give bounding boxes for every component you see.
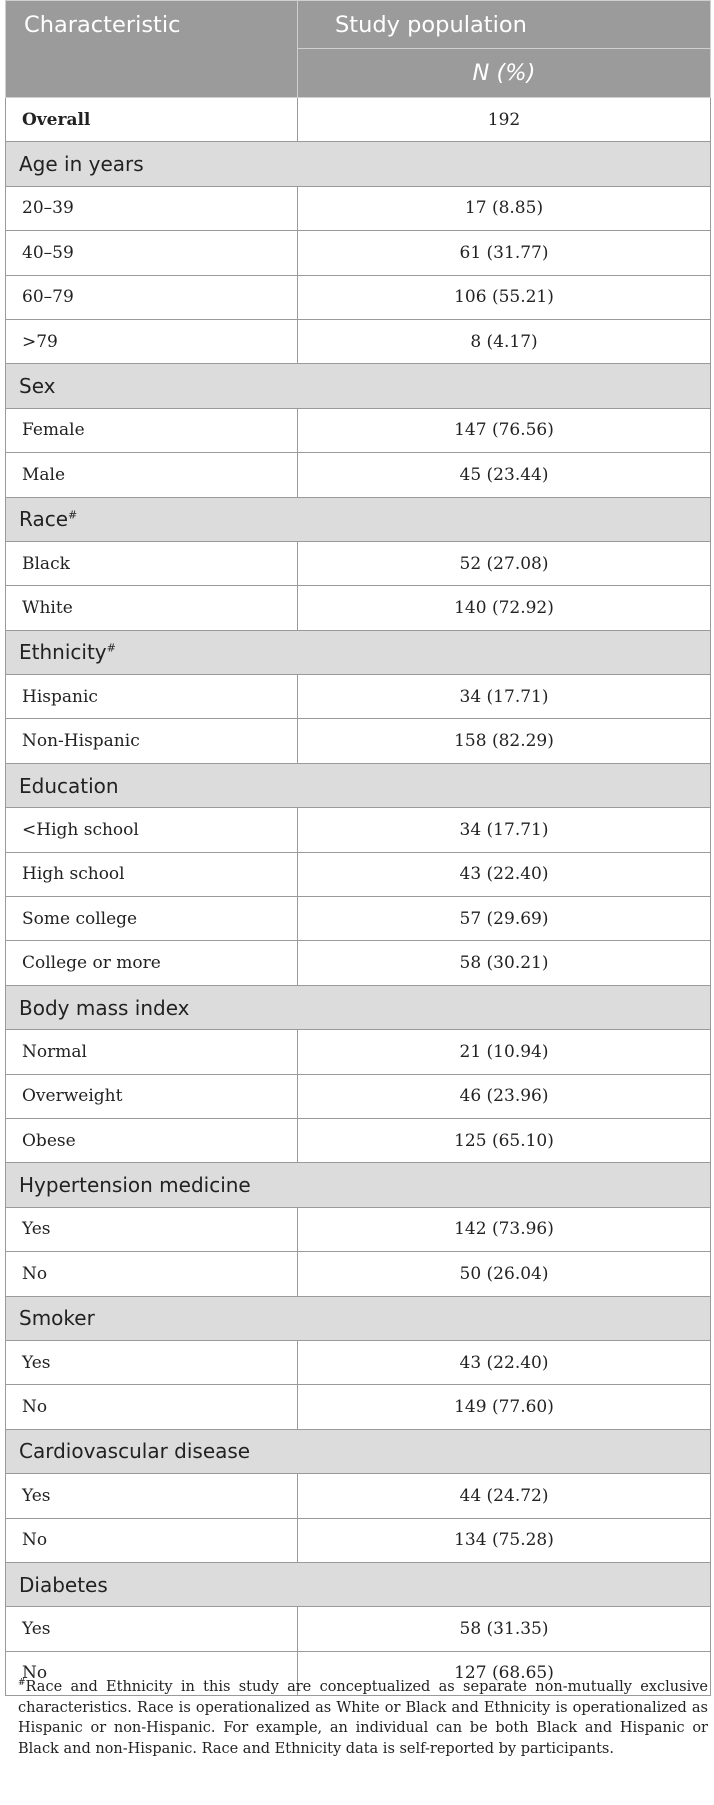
section-title (6, 1296, 711, 1340)
section-title-text: Cardiovascular disease (19, 1439, 251, 1464)
row-label: Female (6, 408, 298, 452)
row-label: No (6, 1651, 298, 1695)
table-row (6, 1518, 711, 1562)
table-row (6, 453, 711, 497)
table-row (6, 852, 711, 896)
section-header-row (6, 1163, 711, 1207)
footnote-mark: # (18, 1678, 26, 1689)
row-value: 158 (82.29) (298, 719, 711, 763)
row-label: Hispanic (6, 675, 298, 719)
table-row-overall (6, 98, 711, 142)
row-label: No (6, 1385, 298, 1429)
row-value: 44 (24.72) (298, 1474, 711, 1518)
section-header-row (6, 364, 711, 408)
section-title-text: Sex (19, 374, 56, 399)
row-value: 50 (26.04) (298, 1252, 711, 1296)
row-value: 17 (8.85) (298, 186, 711, 230)
row-value: 58 (30.21) (298, 941, 711, 985)
row-label: Overall (6, 98, 298, 142)
row-value: 147 (76.56) (298, 408, 711, 452)
table-row (6, 408, 711, 452)
row-label: College or more (6, 941, 298, 985)
row-value: 57 (29.69) (298, 897, 711, 941)
footnote (18, 1677, 708, 1759)
row-value: 192 (298, 98, 711, 142)
section-title (6, 985, 711, 1029)
table-row (6, 897, 711, 941)
table-row (6, 719, 711, 763)
header-characteristic: Characteristic (6, 1, 298, 98)
table-row (6, 1030, 711, 1074)
table-row (6, 1252, 711, 1296)
row-value: 106 (55.21) (298, 275, 711, 319)
section-title (6, 497, 711, 541)
table-row (6, 1118, 711, 1162)
table-row (6, 1340, 711, 1384)
row-label: Black (6, 541, 298, 585)
header-study-population: Study population (298, 1, 711, 49)
header-row (6, 1, 711, 49)
row-label: Yes (6, 1474, 298, 1518)
row-value: 8 (4.17) (298, 319, 711, 363)
row-label: No (6, 1518, 298, 1562)
row-value: 125 (65.10) (298, 1118, 711, 1162)
row-label: Male (6, 453, 298, 497)
row-label: Normal (6, 1030, 298, 1074)
section-header-row (6, 763, 711, 807)
table-row (6, 186, 711, 230)
section-title-text: Race (19, 507, 69, 532)
footnote-marker: # (68, 508, 78, 522)
section-title (6, 1429, 711, 1473)
row-label: 20–39 (6, 186, 298, 230)
section-header-row (6, 497, 711, 541)
table-row (6, 319, 711, 363)
table-container (5, 0, 710, 1696)
section-title (6, 1163, 711, 1207)
table-row (6, 1385, 711, 1429)
row-label: Yes (6, 1340, 298, 1384)
table-body (6, 1, 711, 1696)
table-row (6, 808, 711, 852)
row-label: Yes (6, 1607, 298, 1651)
table-row (6, 675, 711, 719)
row-value: 46 (23.96) (298, 1074, 711, 1118)
section-title-text: Diabetes (19, 1572, 108, 1597)
section-title-text: Education (19, 773, 119, 798)
row-label: Yes (6, 1207, 298, 1251)
section-title (6, 364, 711, 408)
row-value: 61 (31.77) (298, 231, 711, 275)
row-label: No (6, 1252, 298, 1296)
row-value: 140 (72.92) (298, 586, 711, 630)
section-title-text: Age in years (19, 152, 144, 177)
row-label: High school (6, 852, 298, 896)
row-label: 40–59 (6, 231, 298, 275)
section-title (6, 630, 711, 674)
characteristics-table (5, 0, 711, 1696)
section-header-row (6, 985, 711, 1029)
header-n-percent: N (%) (298, 49, 711, 98)
table-row (6, 541, 711, 585)
section-title-text: Body mass index (19, 995, 190, 1020)
table-row (6, 1074, 711, 1118)
table-row (6, 275, 711, 319)
section-title (6, 1562, 711, 1606)
row-label: <High school (6, 808, 298, 852)
row-value: 43 (22.40) (298, 852, 711, 896)
row-label: Non-Hispanic (6, 719, 298, 763)
section-title-text: Smoker (19, 1306, 95, 1331)
section-header-row (6, 142, 711, 186)
section-header-row (6, 630, 711, 674)
footnote-marker: # (106, 641, 116, 655)
section-header-row (6, 1429, 711, 1473)
table-row (6, 586, 711, 630)
row-value: 149 (77.60) (298, 1385, 711, 1429)
row-value: 21 (10.94) (298, 1030, 711, 1074)
section-title-text: Ethnicity (19, 640, 107, 665)
section-header-row (6, 1296, 711, 1340)
table-row (6, 1607, 711, 1651)
table-row (6, 1207, 711, 1251)
section-header-row (6, 1562, 711, 1606)
row-value: 34 (17.71) (298, 808, 711, 852)
section-title (6, 142, 711, 186)
row-value: 52 (27.08) (298, 541, 711, 585)
row-label: White (6, 586, 298, 630)
section-title (6, 763, 711, 807)
row-value: 34 (17.71) (298, 675, 711, 719)
row-label: Obese (6, 1118, 298, 1162)
row-label: Some college (6, 897, 298, 941)
row-value: 127 (68.65) (298, 1651, 711, 1695)
table-row (6, 231, 711, 275)
row-value: 142 (73.96) (298, 1207, 711, 1251)
table-row (6, 1474, 711, 1518)
row-value: 134 (75.28) (298, 1518, 711, 1562)
row-value: 45 (23.44) (298, 453, 711, 497)
row-value: 58 (31.35) (298, 1607, 711, 1651)
row-value: 43 (22.40) (298, 1340, 711, 1384)
row-label: Overweight (6, 1074, 298, 1118)
section-title-text: Hypertension medicine (19, 1173, 251, 1198)
table-row (6, 941, 711, 985)
row-label: 60–79 (6, 275, 298, 319)
row-label: >79 (6, 319, 298, 363)
footnote-text: Race and Ethnicity in this study are conceptualized as separate non-mutually exclusive characteristics. Race is operationalized as White or Black and Ethnicity is operationalized as Hispanic or non-Hispanic. For example, an individual can be both Black and Hispanic or Black and non-Hispanic. Race and Ethnicity data is self-reported by participants. (18, 1679, 708, 1757)
